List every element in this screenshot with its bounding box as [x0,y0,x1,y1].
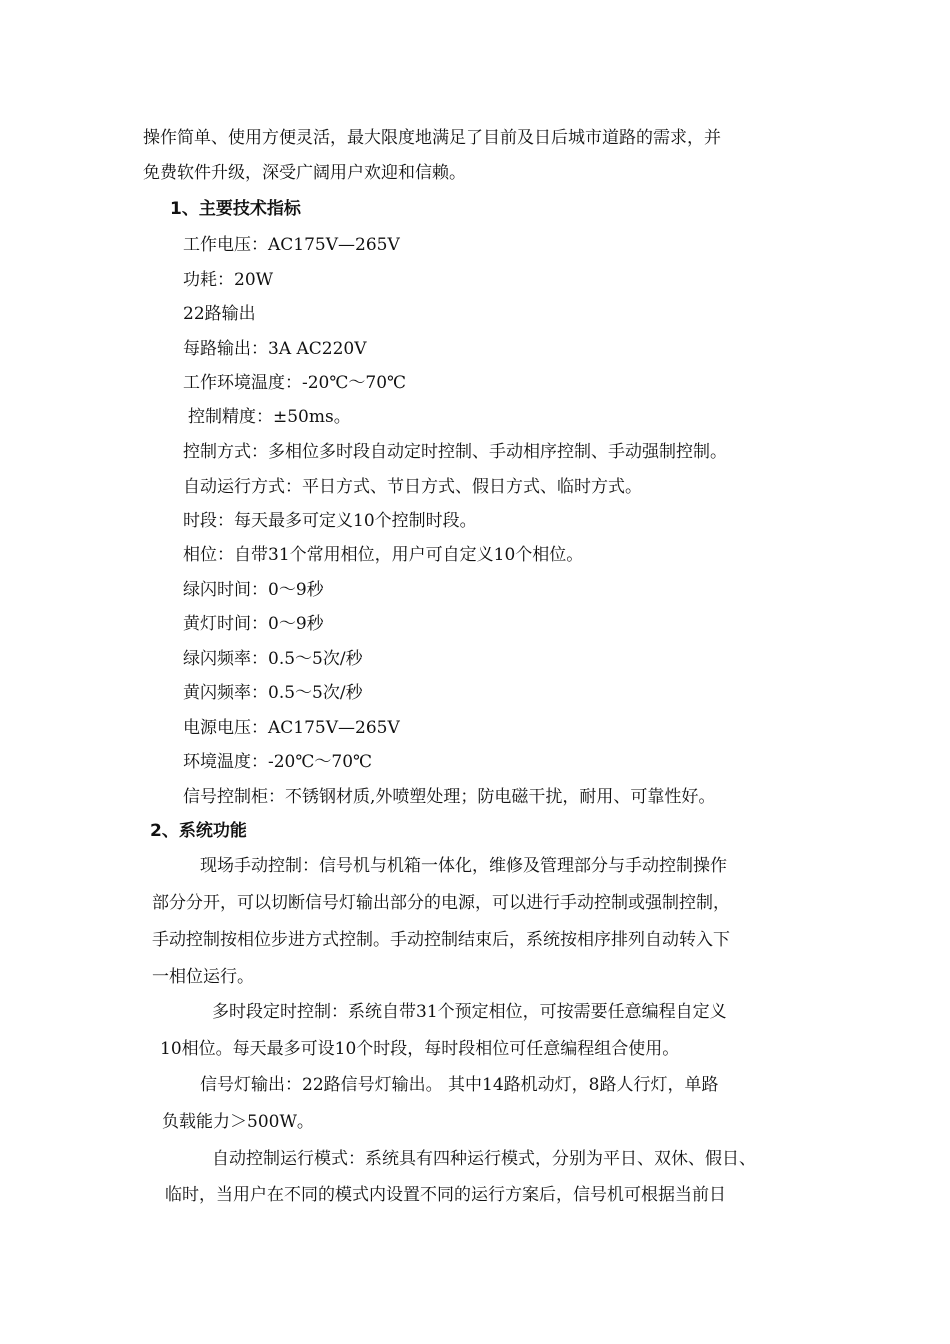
paragraph-line: 一相位运行。 [152,967,254,987]
intro-line: 操作简单、使用方便灵活，最大限度地满足了目前及日后城市道路的需求，并 [143,128,721,148]
spec-item: 工作环境温度：-20℃～70℃ [183,373,407,393]
section-heading: 2、系统功能 [150,821,247,841]
spec-item: 时段：每天最多可定义10个控制时段。 [183,511,477,531]
spec-item: 相位：自带31个常用相位，用户可自定义10个相位。 [183,545,584,565]
spec-item: 22路输出 [183,304,256,324]
spec-item: 功耗：20W [183,270,274,290]
spec-item: 绿闪时间：0～9秒 [183,580,324,600]
spec-item: 黄闪频率：0.5～5次/秒 [183,683,363,703]
spec-item: 自动运行方式：平日方式、节日方式、假日方式、临时方式。 [183,477,642,497]
spec-item: 绿闪频率：0.5～5次/秒 [183,649,363,669]
section-heading: 1、主要技术指标 [170,199,301,219]
spec-item: 电源电压：AC175V—265V [183,718,400,738]
paragraph-line: 部分分开，可以切断信号灯输出部分的电源，可以进行手动控制或强制控制， [152,893,730,913]
spec-item: 每路输出：3A AC220V [183,339,367,359]
paragraph-line: 临时，当用户在不同的模式内设置不同的运行方案后，信号机可根据当前日 [165,1185,726,1205]
spec-item: 控制精度：±50ms。 [188,407,351,427]
spec-item: 黄灯时间：0～9秒 [183,614,324,634]
paragraph-line: 信号灯输出：22路信号灯输出。 其中14路机动灯，8路人行灯，单路 [200,1075,719,1095]
paragraph-line: 手动控制按相位步进方式控制。手动控制结束后，系统按相序排列自动转入下 [152,930,730,950]
paragraph-line: 负载能力＞500W。 [162,1112,314,1132]
paragraph-line: 10相位。每天最多可设10个时段，每时段相位可任意编程组合使用。 [160,1039,680,1059]
spec-item: 工作电压：AC175V—265V [183,235,400,255]
paragraph-line: 多时段定时控制：系统自带31个预定相位，可按需要任意编程自定义 [212,1002,727,1022]
spec-item: 环境温度：-20℃～70℃ [183,752,373,772]
spec-item: 信号控制柜：不锈钢材质,外喷塑处理；防电磁干扰，耐用、可靠性好。 [183,787,716,807]
paragraph-line: 自动控制运行模式：系统具有四种运行模式，分别为平日、双休、假日、 [212,1149,756,1169]
intro-line: 免费软件升级，深受广阔用户欢迎和信赖。 [143,163,466,183]
spec-item: 控制方式：多相位多时段自动定时控制、手动相序控制、手动强制控制。 [183,442,727,462]
paragraph-line: 现场手动控制：信号机与机箱一体化，维修及管理部分与手动控制操作 [200,856,727,876]
